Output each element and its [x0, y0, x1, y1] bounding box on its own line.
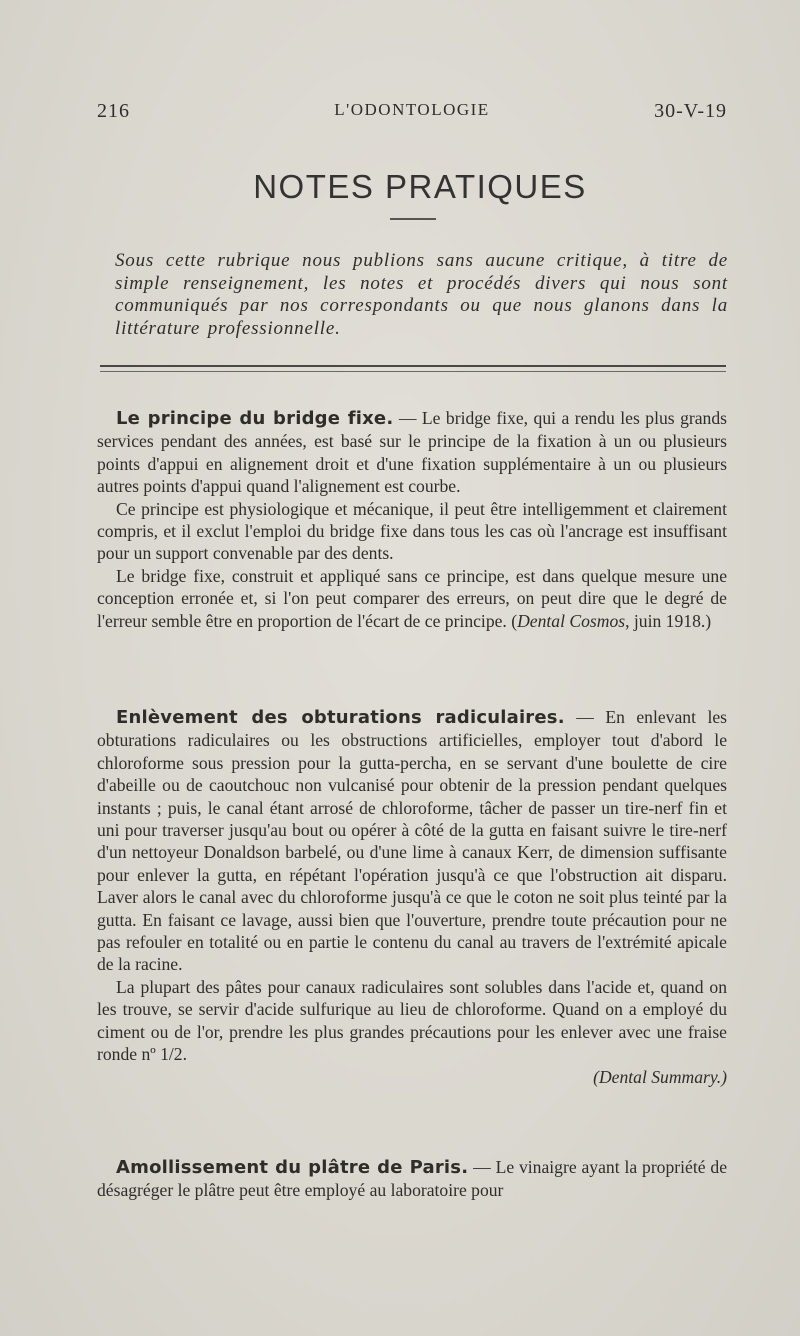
article-heading: Amollissement du plâtre de Paris. — [116, 1157, 469, 1178]
journal-title: L'ODONTOLOGIE — [334, 100, 490, 119]
paragraph-text: Le bridge fixe, construit et appliqué sans ce principe, est dans quelque mesure une conception erronée et, si l'on peut comparer des erreurs, on peut dire que le degré de l'erreur semble être en proportion de l'écart de ce principe. — [97, 565, 727, 631]
section-separator — [100, 365, 726, 372]
issue-date: 30-V-19 — [654, 100, 727, 122]
source-citation: Dental Cosmos — [517, 610, 626, 631]
article-paragraph — [97, 706, 727, 976]
heading-dash: — — [564, 707, 606, 727]
title-rule — [390, 218, 436, 220]
heading-dash: — — [468, 1157, 496, 1177]
heading-dash: — — [393, 408, 422, 428]
article-heading: Le principe du bridge fixe. — [116, 408, 394, 429]
article-paragraph — [97, 565, 727, 632]
article-heading: Enlèvement des obturations radiculaires. — [116, 707, 565, 728]
paragraph-text: Le bridge fixe, qui a rendu les plus grands services pendant des années, est basé sur le principe de la fixation à un ou plusieurs points d'appui en alignement droit et d'une fixation supplémentaire à un ou plusieurs autres points d'appui quand l'alignement est courbe. — [97, 408, 727, 497]
paragraph-text: En enlevant les obturations radiculaires ou les obstructions artificielles, employer tout d'abord le chloroforme sous pression pour la gutta-percha, en se servant d'une boulette de cire d'abeille ou de caoutchouc non vulcanisé pour obtenir de la pression pendant quelques instants ; puis, le canal étant arrosé de chloroforme, tâcher de passer un tire-nerf fin et uni pour traverser jusqu'au bout ou opérer à côté de la gutta en faisant suivre le tire-nerf d'un nettoyeur Donaldson barbelé, ou d'une lime à canaux Kerr, de dimension suffisante pour enlever la gutta, en répétant l'opération jusqu'à ce que l'obstruction ait disparu. Laver alors le canal avec du chloroforme jusqu'à ce que le coton ne soit plus teinté par la gutta. En faisant ce lavage, aussi bien que l'ouverture, prendre toute précaution pour ne pas refouler en totalité ou en partie le contenu du canal au travers de l'extrémité apicale de la racine. — [97, 707, 727, 975]
paragraph-text: Le vinaigre ayant la propriété de désagréger le plâtre peut être employé au laboratoire pour — [97, 1157, 727, 1201]
article-bridge-fixe — [97, 407, 727, 632]
running-header — [97, 100, 727, 130]
article-paragraph: La plupart des pâtes pour canaux radiculaires sont solubles dans l'acide et, quand on les trouve, se servir d'acide sulfurique au lieu de chloroforme. Quand on a employé du ciment ou de l'or, prendre les plus grandes précautions pour les enlever avec une fraise ronde nº 1/2. — [97, 976, 727, 1065]
section-title: NOTES PRATIQUES — [253, 168, 587, 205]
section-intro: Sous cette rubrique nous publions sans aucune critique, à titre de simple renseignement, les notes et procédés divers qui nous sont communiqués par nos correspondants ou que nous glanons dans la littérature professionnelle. — [115, 250, 728, 339]
article-platre — [97, 1156, 727, 1202]
article-paragraph — [97, 1156, 727, 1202]
page-number: 216 — [97, 100, 130, 122]
source-tail: , juin 1918.) — [625, 610, 712, 631]
article-paragraph: Ce principe est physiologique et mécanique, il peut être intelligemment et clairement compris, et il exclut l'emploi du bridge fixe dans tous les cas où l'ancrage est insuffisant pour un support convenable par des dents. — [97, 498, 727, 564]
article-paragraph — [97, 407, 727, 498]
article-obturations — [97, 706, 727, 1088]
source-citation: (Dental Summary.) — [593, 1066, 727, 1087]
source-open: ( — [506, 610, 518, 631]
